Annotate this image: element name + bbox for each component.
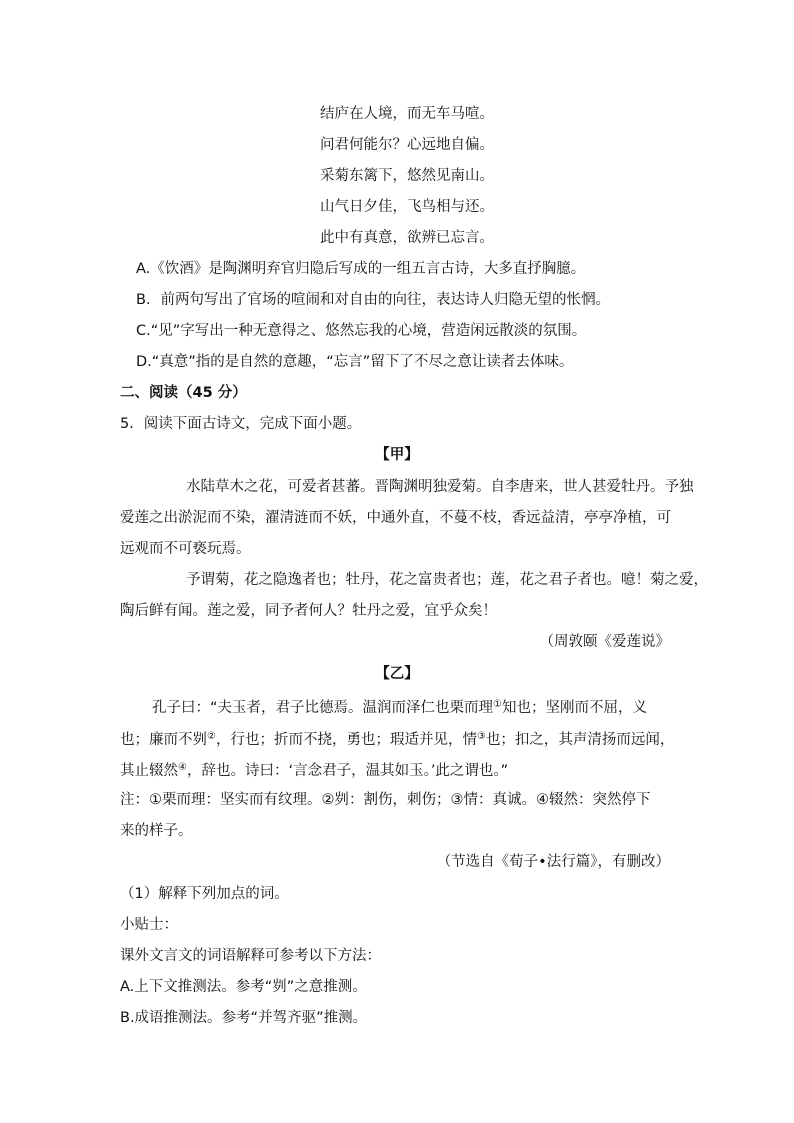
question-5-prompt: 5．阅读下面古诗文，完成下面小题。 [120,416,362,432]
text-segment: 知也；坚刚而不屈，义 [501,700,647,716]
text-segment: ，辞也。诗曰：‘言念君子，温其如玉。’此之谓也。” [186,763,509,779]
poem-line: 问君何能尔？心远地自偏。 [320,137,494,153]
tips-label: 小贴士： [120,917,178,933]
text-segment: ，行也；折而不挠，勇也；瑕适并见，情 [215,732,477,748]
tips-intro: 课外文言文的词语解释可参考以下方法： [120,948,381,964]
option-a: A.《饮酒》是陶渊明弃官归隐后写成的一组五言古诗，大多直抒胸臆。 [136,261,586,277]
text-segment: 也；扣之，其声清扬而远闻， [485,732,675,748]
poem-line: 采菊东篱下，悠然见南山。 [320,168,494,184]
poem-line: 山气日夕佳，飞鸟相与还。 [320,199,494,215]
passage-yi-source: （节选自《荀子•法行篇》，有删改） [436,854,670,870]
option-d: D.“真意”指的是自然的意趣，“忘言”留下了不尽之意让读者去体味。 [136,354,574,370]
passage-yi-line [120,727,674,750]
passage-jia-line: 远观而不可亵玩焉。 [120,541,251,557]
annotation-line: 注：①栗而理：坚实而有纹理。②刿：割伤，刺伤；③情：真诚。④辍然：突然停下 [120,792,651,808]
passage-yi-line [120,758,508,781]
passage-yi-heading: 【乙】 [375,666,419,682]
footnote-marker: ④ [178,762,187,773]
passage-jia-line: 水陆草木之花，可爱者甚蕃。晋陶渊明独爱菊。自李唐来，世人甚爱牡丹。予独 [186,479,694,495]
text-segment: 其止辍然 [120,763,178,779]
section-title: 二、阅读（45 分） [120,385,247,401]
poem-line: 此中有真意，欲辨已忘言。 [320,230,494,246]
passage-jia-source: （周敦颐《爱莲说》 [539,634,670,650]
passage-yi-line [152,695,647,718]
text-segment: 孔子曰：“夫玉者，君子比德焉。温润而泽仁也栗而理 [152,700,494,716]
passage-jia-line: 爱莲之出淤泥而不染，濯清涟而不妖，中通外直，不蔓不枝，香远益清，亭亭净植，可 [120,510,671,526]
tip-a: A.上下文推测法。参考“刿”之意推测。 [120,979,367,995]
passage-jia-heading: 【甲】 [375,447,419,463]
text-segment: 也；廉而不刿 [120,732,207,748]
passage-jia-line: 陶后鲜有闻。莲之爱，同予者何人？牡丹之爱，宜乎众矣！ [120,603,497,619]
footnote-marker: ② [207,731,216,742]
sub-question-1: （1）解释下列加点的词。 [120,886,289,902]
footnote-marker: ③ [476,731,486,742]
passage-jia-line: 予谓菊，花之隐逸者也；牡丹，花之富贵者也；莲，花之君子者也。噫！菊之爱， [186,572,708,588]
annotation-line: 来的样子。 [120,823,193,839]
option-c: C.“见”字写出一种无意得之、悠然忘我的心境，营造闲远散淡的氛围。 [136,323,587,339]
poem-line: 结庐在人境，而无车马喧。 [320,106,494,122]
option-b: B．前两句写出了官场的喧闹和对自由的向往，表达诗人归隐无望的怅惘。 [136,292,610,308]
footnote-marker: ① [493,699,502,710]
tip-b: B.成语推测法。参考“并驾齐驱”推测。 [120,1010,368,1026]
